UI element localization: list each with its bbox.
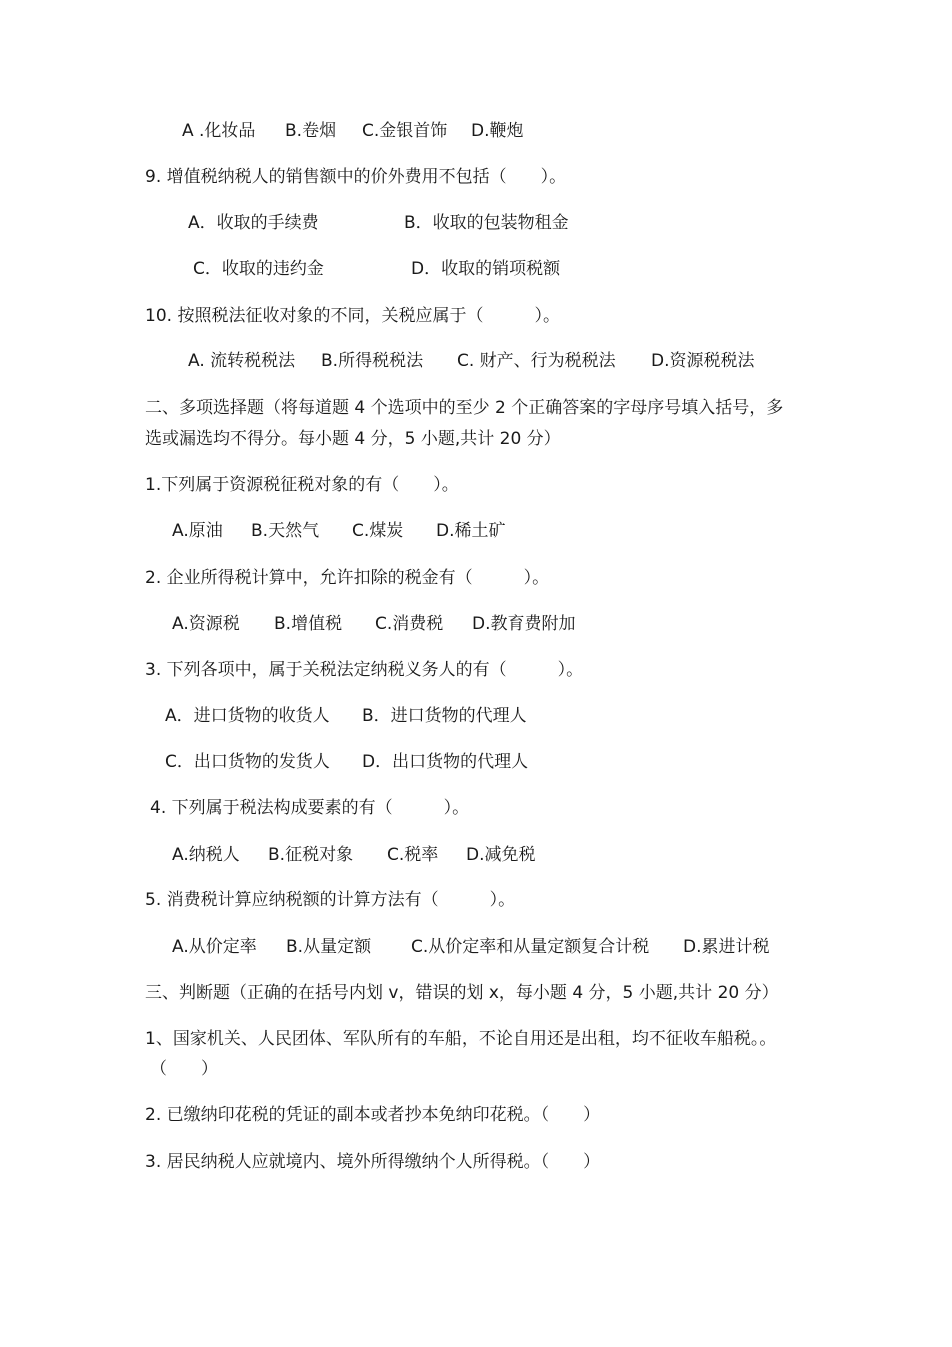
s2-q2-options-row [172, 613, 576, 635]
s2-q2-stem: 2. 企业所得税计算中，允许扣除的税金有（ ）。 [145, 568, 550, 588]
s2-q3-option-a: A．进口货物的收货人 [165, 706, 330, 726]
s2-q3-option-b: B．进口货物的代理人 [362, 706, 527, 726]
q8-options-row [182, 120, 524, 142]
s2-q2-option-b: B.增值税 [274, 614, 343, 634]
s2-q3-stem: 3. 下列各项中，属于关税法定纳税义务人的有（ ）。 [145, 660, 584, 680]
section3-heading: 三、判断题（正确的在括号内划 v，错误的划 x，每小题 4 分，5 小题,共计 20 分） [145, 983, 779, 1003]
s2-q3-options-row-1 [165, 705, 527, 727]
s2-q5-option-a: A.从价定率 [172, 937, 257, 957]
q10-stem: 10. 按照税法征收对象的不同，关税应属于（ ）。 [145, 306, 560, 326]
s2-q1-options-row [172, 520, 506, 542]
s2-q1-option-d: D.稀土矿 [436, 521, 506, 541]
q9-options-row-1 [188, 212, 569, 234]
s2-q1-option-c: C.煤炭 [352, 521, 404, 541]
s2-q3-option-d: D．出口货物的代理人 [362, 752, 529, 772]
section2-heading-line2: 选或漏选均不得分。每小题 4 分，5 小题,共计 20 分） [145, 429, 561, 449]
q10-options-row [188, 350, 755, 372]
section2-heading-line1: 二、多项选择题（将每道题 4 个选项中的至少 2 个正确答案的字母序号填入括号，多 [145, 398, 784, 418]
s2-q2-option-a: A.资源税 [172, 614, 240, 634]
q8-option-c: C.金银首饰 [362, 121, 448, 141]
s2-q2-option-c: C.消费税 [375, 614, 444, 634]
s2-q4-option-d: D.减免税 [466, 845, 536, 865]
s2-q2-option-d: D.教育费附加 [472, 614, 576, 634]
s3-item1-line2: （ ） [150, 1059, 218, 1079]
s2-q4-options-row [172, 844, 536, 866]
s2-q5-option-d: D.累进计税 [683, 937, 770, 957]
s3-item2: 2. 已缴纳印花税的凭证的副本或者抄本免纳印花税。（ ） [145, 1105, 601, 1125]
s3-item1-line1: 1、国家机关、人民团体、军队所有的车船，不论自用还是出租，均不征收车船税。。 [145, 1029, 777, 1049]
s2-q5-stem: 5. 消费税计算应纳税额的计算方法有（ ）。 [145, 890, 516, 910]
s2-q4-stem: 4. 下列属于税法构成要素的有（ ）。 [150, 798, 470, 818]
q10-option-d: D.资源税税法 [651, 351, 755, 371]
q8-option-b: B.卷烟 [285, 121, 337, 141]
s2-q4-option-b: B.征税对象 [268, 845, 354, 865]
q9-option-d: D．收取的销项税额 [411, 259, 561, 279]
s2-q3-options-row-2 [165, 751, 528, 773]
s2-q1-option-b: B.天然气 [251, 521, 320, 541]
q10-option-c: C. 财产、行为税税法 [457, 351, 616, 371]
s2-q4-option-a: A.纳税人 [172, 845, 240, 865]
s2-q1-option-a: A.原油 [172, 521, 223, 541]
s2-q4-option-c: C.税率 [387, 845, 439, 865]
q9-option-c: C．收取的违约金 [193, 259, 324, 279]
q8-option-d: D.鞭炮 [471, 121, 524, 141]
q10-option-b: B.所得税税法 [321, 351, 424, 371]
s3-item3: 3. 居民纳税人应就境内、境外所得缴纳个人所得税。（ ） [145, 1152, 601, 1172]
q9-option-b: B．收取的包装物租金 [404, 213, 569, 233]
q9-option-a: A．收取的手续费 [188, 213, 319, 233]
q9-stem: 9. 增值税纳税人的销售额中的价外费用不包括（ ）。 [145, 167, 567, 187]
s2-q3-option-c: C．出口货物的发货人 [165, 752, 330, 772]
q10-option-a: A. 流转税税法 [188, 351, 296, 371]
q9-options-row-2 [193, 258, 560, 280]
s2-q5-options-row [172, 936, 770, 958]
q8-option-a: A .化妆品 [182, 121, 256, 141]
s2-q5-option-b: B.从量定额 [286, 937, 372, 957]
s2-q1-stem: 1.下列属于资源税征税对象的有（ ）。 [145, 475, 459, 495]
s2-q5-option-c: C.从价定率和从量定额复合计税 [411, 937, 650, 957]
